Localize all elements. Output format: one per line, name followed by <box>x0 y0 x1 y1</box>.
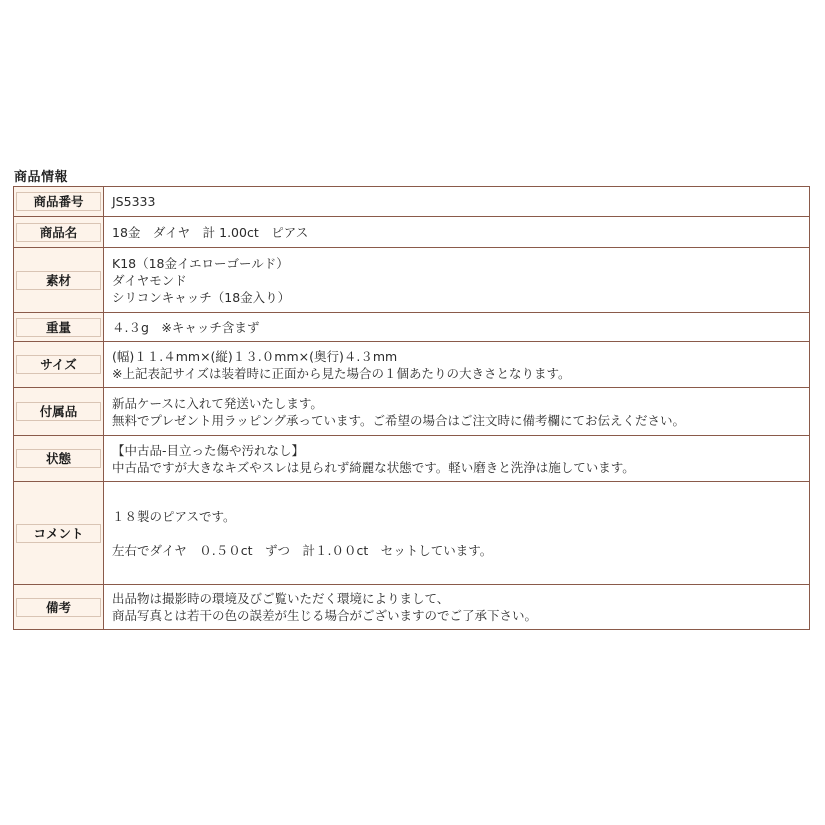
size-line: ※上記表記サイズは装着時に正面から見た場合の１個あたりの大きさとなります。 <box>112 365 571 381</box>
size-line: (幅)１１.４mm×(縦)１３.０mm×(奥行)４.３mm <box>112 348 398 364</box>
notes-line: 商品写真とは若干の色の誤差が生じる場合がございますのでご了承下さい。 <box>112 608 538 623</box>
material-line: ダイヤモンド <box>112 272 187 288</box>
condition-line: 【中古品-目立った傷や汚れなし】 <box>112 442 305 458</box>
accessories-line: 新品ケースに入れて発送いたします。 <box>112 395 323 411</box>
condition-value <box>104 436 810 482</box>
notes-line: 出品物は撮影時の環境及びご覧いただく環境によりまして、 <box>112 591 450 606</box>
table-row-size <box>14 342 810 388</box>
row-label-material: 素材 <box>14 248 104 313</box>
table-row-notes <box>14 585 810 630</box>
accessories-value <box>104 388 810 436</box>
material-line: K18（18金イエローゴールド） <box>112 255 289 271</box>
row-label-weight: 重量 <box>14 313 104 342</box>
row-label-code: 商品番号 <box>14 187 104 217</box>
table-row-name <box>14 217 810 248</box>
material-value <box>104 248 810 313</box>
product-name-value: 18金 ダイヤ 計 1.00ct ピアス <box>104 217 810 248</box>
row-label-notes: 備考 <box>14 585 104 630</box>
condition-line: 中古品ですが大きなキズやスレは見られず綺麗な状態です。軽い磨きと洗浄は施しています。 <box>112 459 635 475</box>
comment-spacer <box>112 525 803 542</box>
weight-value: ４.３g ※キャッチ含まず <box>104 313 810 342</box>
table-row-comment <box>14 482 810 585</box>
comment-line: １８製のピアスです。 <box>112 508 236 524</box>
comment-line: 左右でダイヤ ０.５０ct ずつ 計１.００ct セットしています。 <box>112 542 493 558</box>
size-value <box>104 342 810 388</box>
table-row-material <box>14 248 810 313</box>
material-line: シリコンキャッチ（18金入り） <box>112 289 291 305</box>
table-row-code <box>14 187 810 217</box>
table-row-weight <box>14 313 810 342</box>
section-title: 商品情報 <box>14 170 69 185</box>
row-label-accessories: 付属品 <box>14 388 104 436</box>
table-row-accessories <box>14 388 810 436</box>
row-label-comment: コメント <box>14 482 104 585</box>
comment-value <box>104 482 810 585</box>
row-label-name: 商品名 <box>14 217 104 248</box>
row-label-size: サイズ <box>14 342 104 388</box>
product-code-value: JS5333 <box>104 187 810 217</box>
accessories-line: 無料でプレゼント用ラッピング承っています。ご希望の場合はご注文時に備考欄にてお伝えください。 <box>112 412 686 428</box>
notes-value <box>104 585 810 630</box>
row-label-condition: 状態 <box>14 436 104 482</box>
table-row-condition <box>14 436 810 482</box>
product-info-table <box>13 186 810 630</box>
